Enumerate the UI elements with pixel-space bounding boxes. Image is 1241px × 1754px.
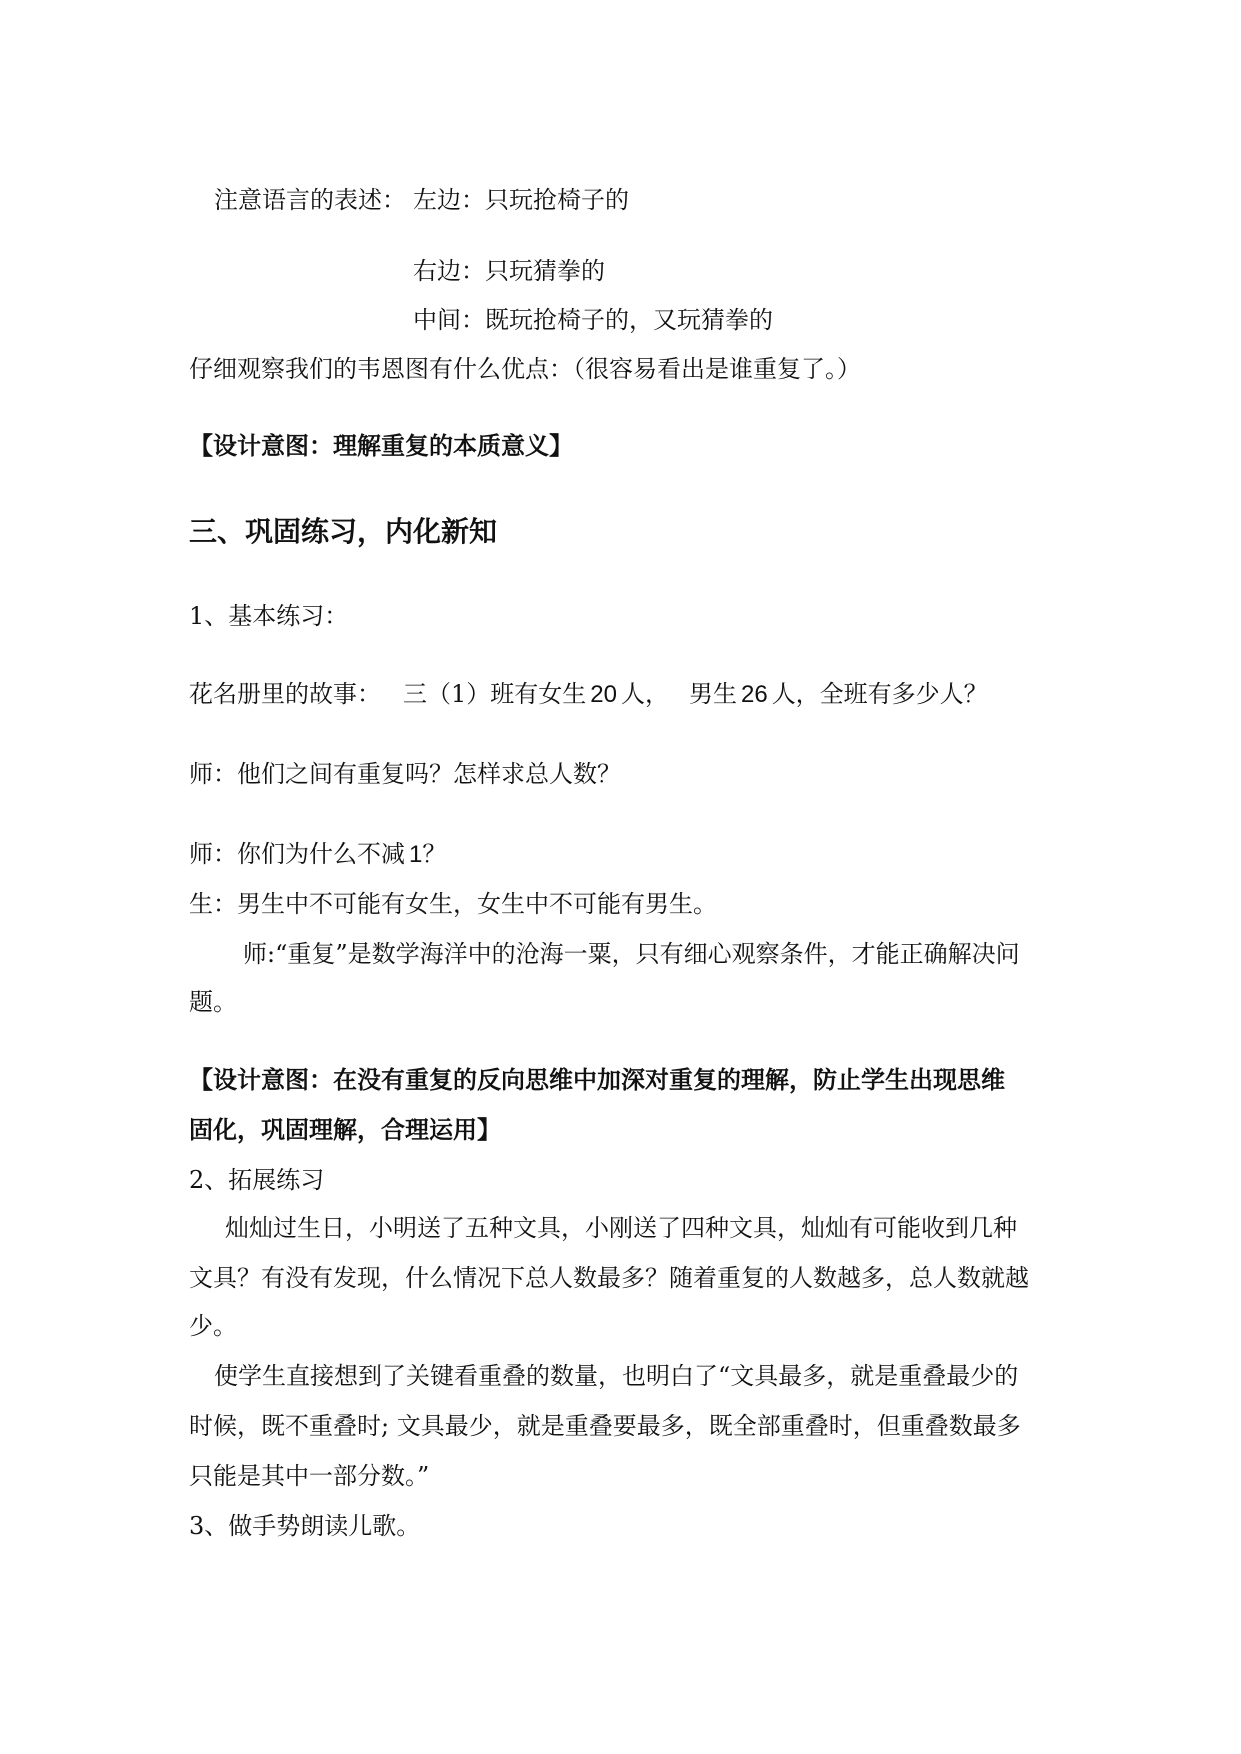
story-q-c: 男生 (688, 680, 737, 708)
boys-count: 26 (740, 681, 768, 708)
extension-paragraph-2-line-2: 时候，既不重叠时; 文具最少，就是重叠要最多，既全部重叠时，但重叠数最多 (189, 1412, 1021, 1440)
design-intent-2-line-1: 【设计意图：在没有重复的反向思维中加深对重复的理解，防止学生出现思维 (189, 1065, 1005, 1094)
extension-paragraph-2-line-1: 使学生直接想到了关键看重叠的数量，也明白了“文具最多，就是重叠最少的 (214, 1362, 1019, 1390)
extension-paragraph-2-line-3: 只能是其中一部分数。” (189, 1462, 430, 1490)
teacher-question-2 (189, 838, 446, 871)
note-label: 注意语言的表述： (214, 186, 406, 214)
student-answer: 生：男生中不可能有女生，女生中不可能有男生。 (189, 890, 717, 918)
teacher-q2-number: 1 (409, 841, 423, 868)
story-prefix: 花名册里的故事： (189, 680, 381, 708)
teacher-q2-text: 师：你们为什么不减 (189, 840, 405, 868)
roster-story (189, 678, 988, 711)
note-right: 右边：只玩猜拳的 (413, 257, 605, 285)
design-intent-1: 【设计意图：理解重复的本质意义】 (189, 431, 573, 460)
teacher-note-line-2: 题。 (189, 988, 237, 1016)
teacher-question-1: 师：他们之间有重复吗？怎样求总人数？ (189, 760, 621, 788)
story-q-a: 三（1）班有女生 (403, 680, 587, 708)
design-intent-2-line-2: 固化，巩固理解，合理运用】 (189, 1115, 501, 1144)
teacher-note-line-1: 师:“重复”是数学海洋中的沧海一粟，只有细心观察条件，才能正确解决问 (243, 940, 1020, 968)
venn-observe: 仔细观察我们的韦恩图有什么优点：（很容易看出是谁重复了。） (189, 355, 861, 383)
note-left: 左边：只玩抢椅子的 (413, 186, 629, 214)
basic-exercise-title: 1、基本练习： (189, 602, 349, 630)
girls-count: 20 (590, 681, 617, 708)
teacher-q2-mark: ？ (422, 840, 447, 868)
section-3-title: 三、巩固练习，内化新知 (189, 515, 498, 548)
extension-paragraph-1-line-1: 灿灿过生日，小明送了五种文具，小刚送了四种文具，灿灿有可能收到几种 (225, 1214, 1017, 1242)
story-q-b: 人， (620, 680, 669, 708)
note-middle: 中间：既玩抢椅子的，又玩猜拳的 (413, 306, 773, 334)
extension-exercise-title: 2、拓展练习 (189, 1166, 325, 1194)
extension-paragraph-1-line-2: 文具？有没有发现，什么情况下总人数最多？随着重复的人数越多，总人数就越 (189, 1264, 1029, 1292)
gesture-reading-title: 3、做手势朗读儿歌。 (189, 1512, 421, 1540)
extension-paragraph-1-line-3: 少。 (189, 1312, 237, 1340)
story-q-d: 人，全班有多少人？ (771, 680, 988, 708)
